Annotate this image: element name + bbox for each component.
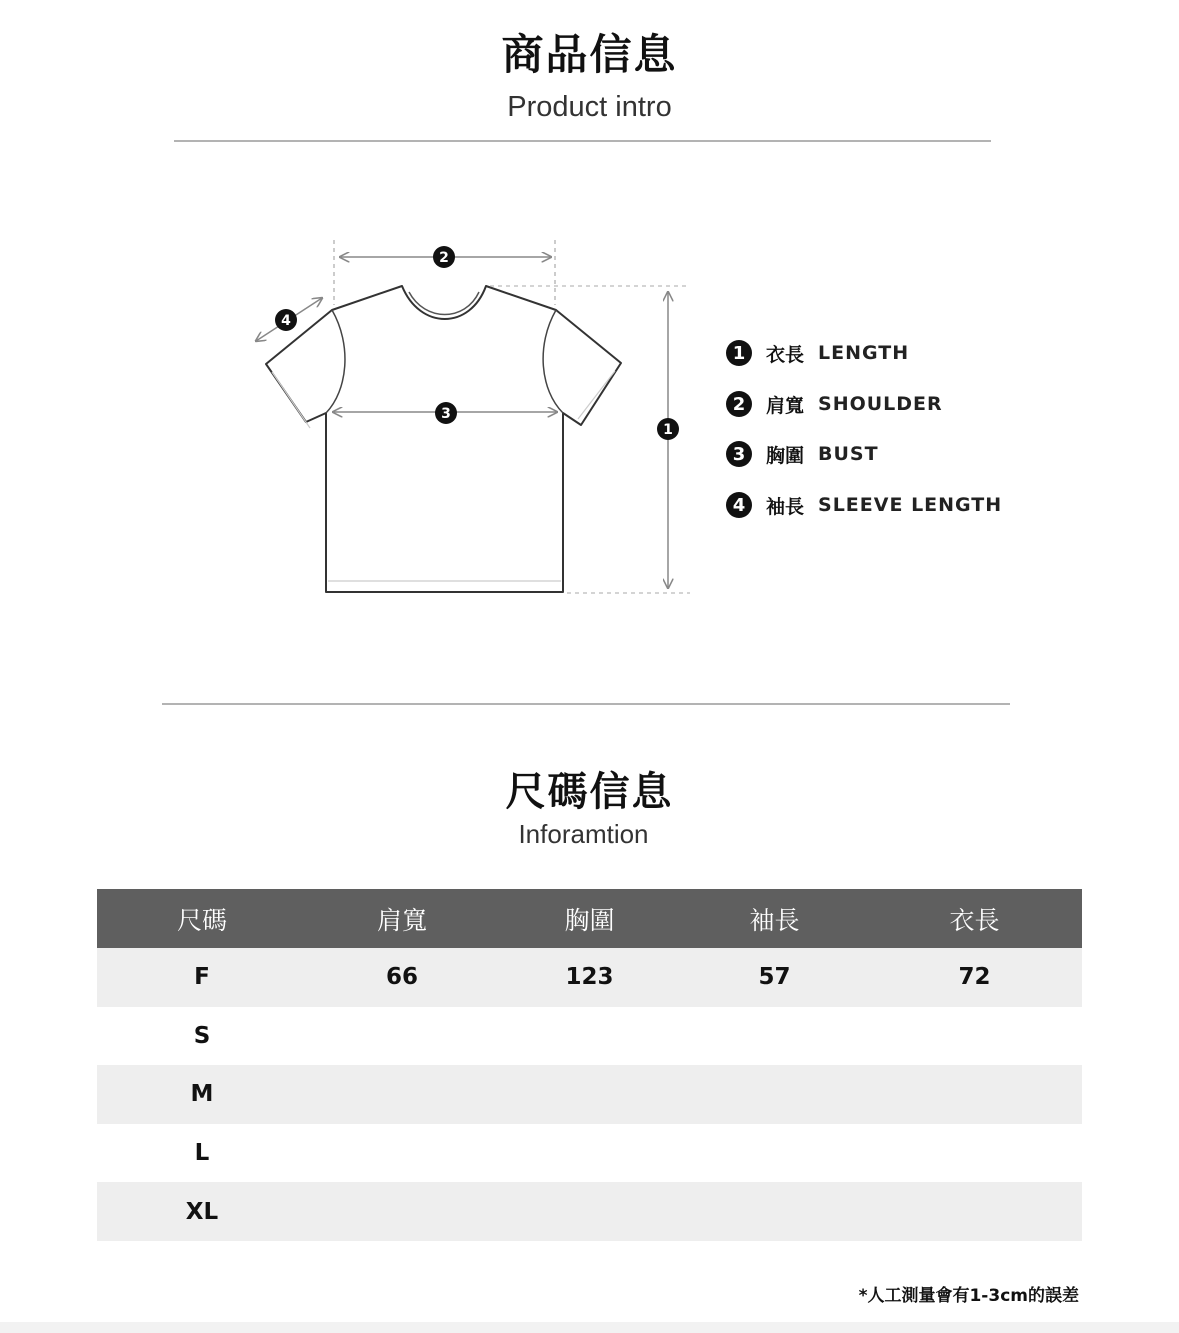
header-length: 衣長 — [867, 889, 1082, 948]
header-bust: 胸圍 — [497, 889, 682, 948]
table-header-row — [97, 889, 1082, 948]
size-info-title: 尺碼信息 — [505, 769, 674, 815]
table-row — [97, 1007, 1082, 1066]
table-cell — [682, 1124, 867, 1183]
marker-4 — [275, 309, 297, 331]
table-row — [97, 1182, 1082, 1241]
table-cell: S — [193, 1022, 211, 1049]
legend-label-cn: 胸圍 — [766, 444, 805, 467]
legend-number: 2 — [726, 391, 752, 417]
legend-item-bust — [726, 439, 879, 469]
table-cell — [867, 1182, 1082, 1241]
legend-item-shoulder — [726, 389, 943, 419]
svg-text:1: 1 — [663, 422, 673, 438]
marker-3 — [435, 402, 457, 424]
legend-label-en: BUST — [818, 443, 879, 465]
table-cell — [682, 1007, 867, 1066]
table-cell: 66 — [307, 948, 497, 1007]
table-cell — [497, 1065, 682, 1124]
legend-label-en: LENGTH — [818, 342, 910, 364]
table-cell — [682, 1182, 867, 1241]
table-cell — [497, 1124, 682, 1183]
bottom-strip — [0, 1322, 1179, 1333]
marker-1 — [657, 418, 679, 440]
legend-number: 3 — [726, 441, 752, 467]
table-cell — [307, 1124, 497, 1183]
product-intro-subtitle: Product intro — [507, 91, 672, 123]
legend-number: 1 — [726, 340, 752, 366]
table-cell — [307, 1007, 497, 1066]
size-info-subtitle: Inforamtion — [518, 819, 649, 849]
table-cell: F — [97, 948, 307, 1007]
table-row — [97, 1124, 1082, 1183]
legend-number: 4 — [726, 492, 752, 518]
header-shoulder: 肩寬 — [307, 889, 497, 948]
table-cell — [867, 1065, 1082, 1124]
measurement-error-note: *人工測量會有1-3cm的誤差 — [858, 1286, 1079, 1306]
table-cell: L — [194, 1140, 210, 1167]
table-cell — [867, 1007, 1082, 1066]
table-cell — [867, 1124, 1082, 1183]
size-table — [97, 889, 1082, 1241]
tshirt-outline — [266, 286, 621, 592]
diagram-divider — [162, 703, 1010, 705]
table-cell: M — [97, 1065, 307, 1124]
legend-item-length — [726, 338, 909, 368]
table-cell — [497, 1007, 682, 1066]
marker-2 — [433, 246, 455, 268]
table-cell — [307, 1065, 497, 1124]
header-size: 尺碼 — [97, 889, 307, 948]
table-cell — [307, 1182, 497, 1241]
table-cell — [497, 1182, 682, 1241]
legend-label-cn: 袖長 — [766, 495, 805, 518]
legend-item-sleeve-length — [726, 490, 1002, 520]
table-cell — [682, 1065, 867, 1124]
product-intro-title: 商品信息 — [501, 30, 678, 79]
table-cell: XL — [97, 1182, 307, 1241]
table-cell: 123 — [497, 948, 682, 1007]
table-cell: 72 — [867, 948, 1082, 1007]
table-cell: 57 — [682, 948, 867, 1007]
legend-label-cn: 肩寬 — [766, 394, 805, 417]
svg-text:2: 2 — [439, 250, 449, 266]
table-row — [97, 1065, 1082, 1124]
legend-label-en: SLEEVE LENGTH — [818, 494, 1003, 516]
header-sleeve: 袖長 — [682, 889, 867, 948]
legend-label-en: SHOULDER — [818, 393, 943, 415]
svg-text:3: 3 — [441, 406, 451, 422]
tshirt-measurement-diagram — [240, 230, 700, 610]
table-row — [97, 948, 1082, 1007]
legend-label-cn: 衣長 — [766, 343, 805, 366]
svg-text:4: 4 — [281, 313, 291, 329]
intro-divider — [174, 140, 991, 142]
